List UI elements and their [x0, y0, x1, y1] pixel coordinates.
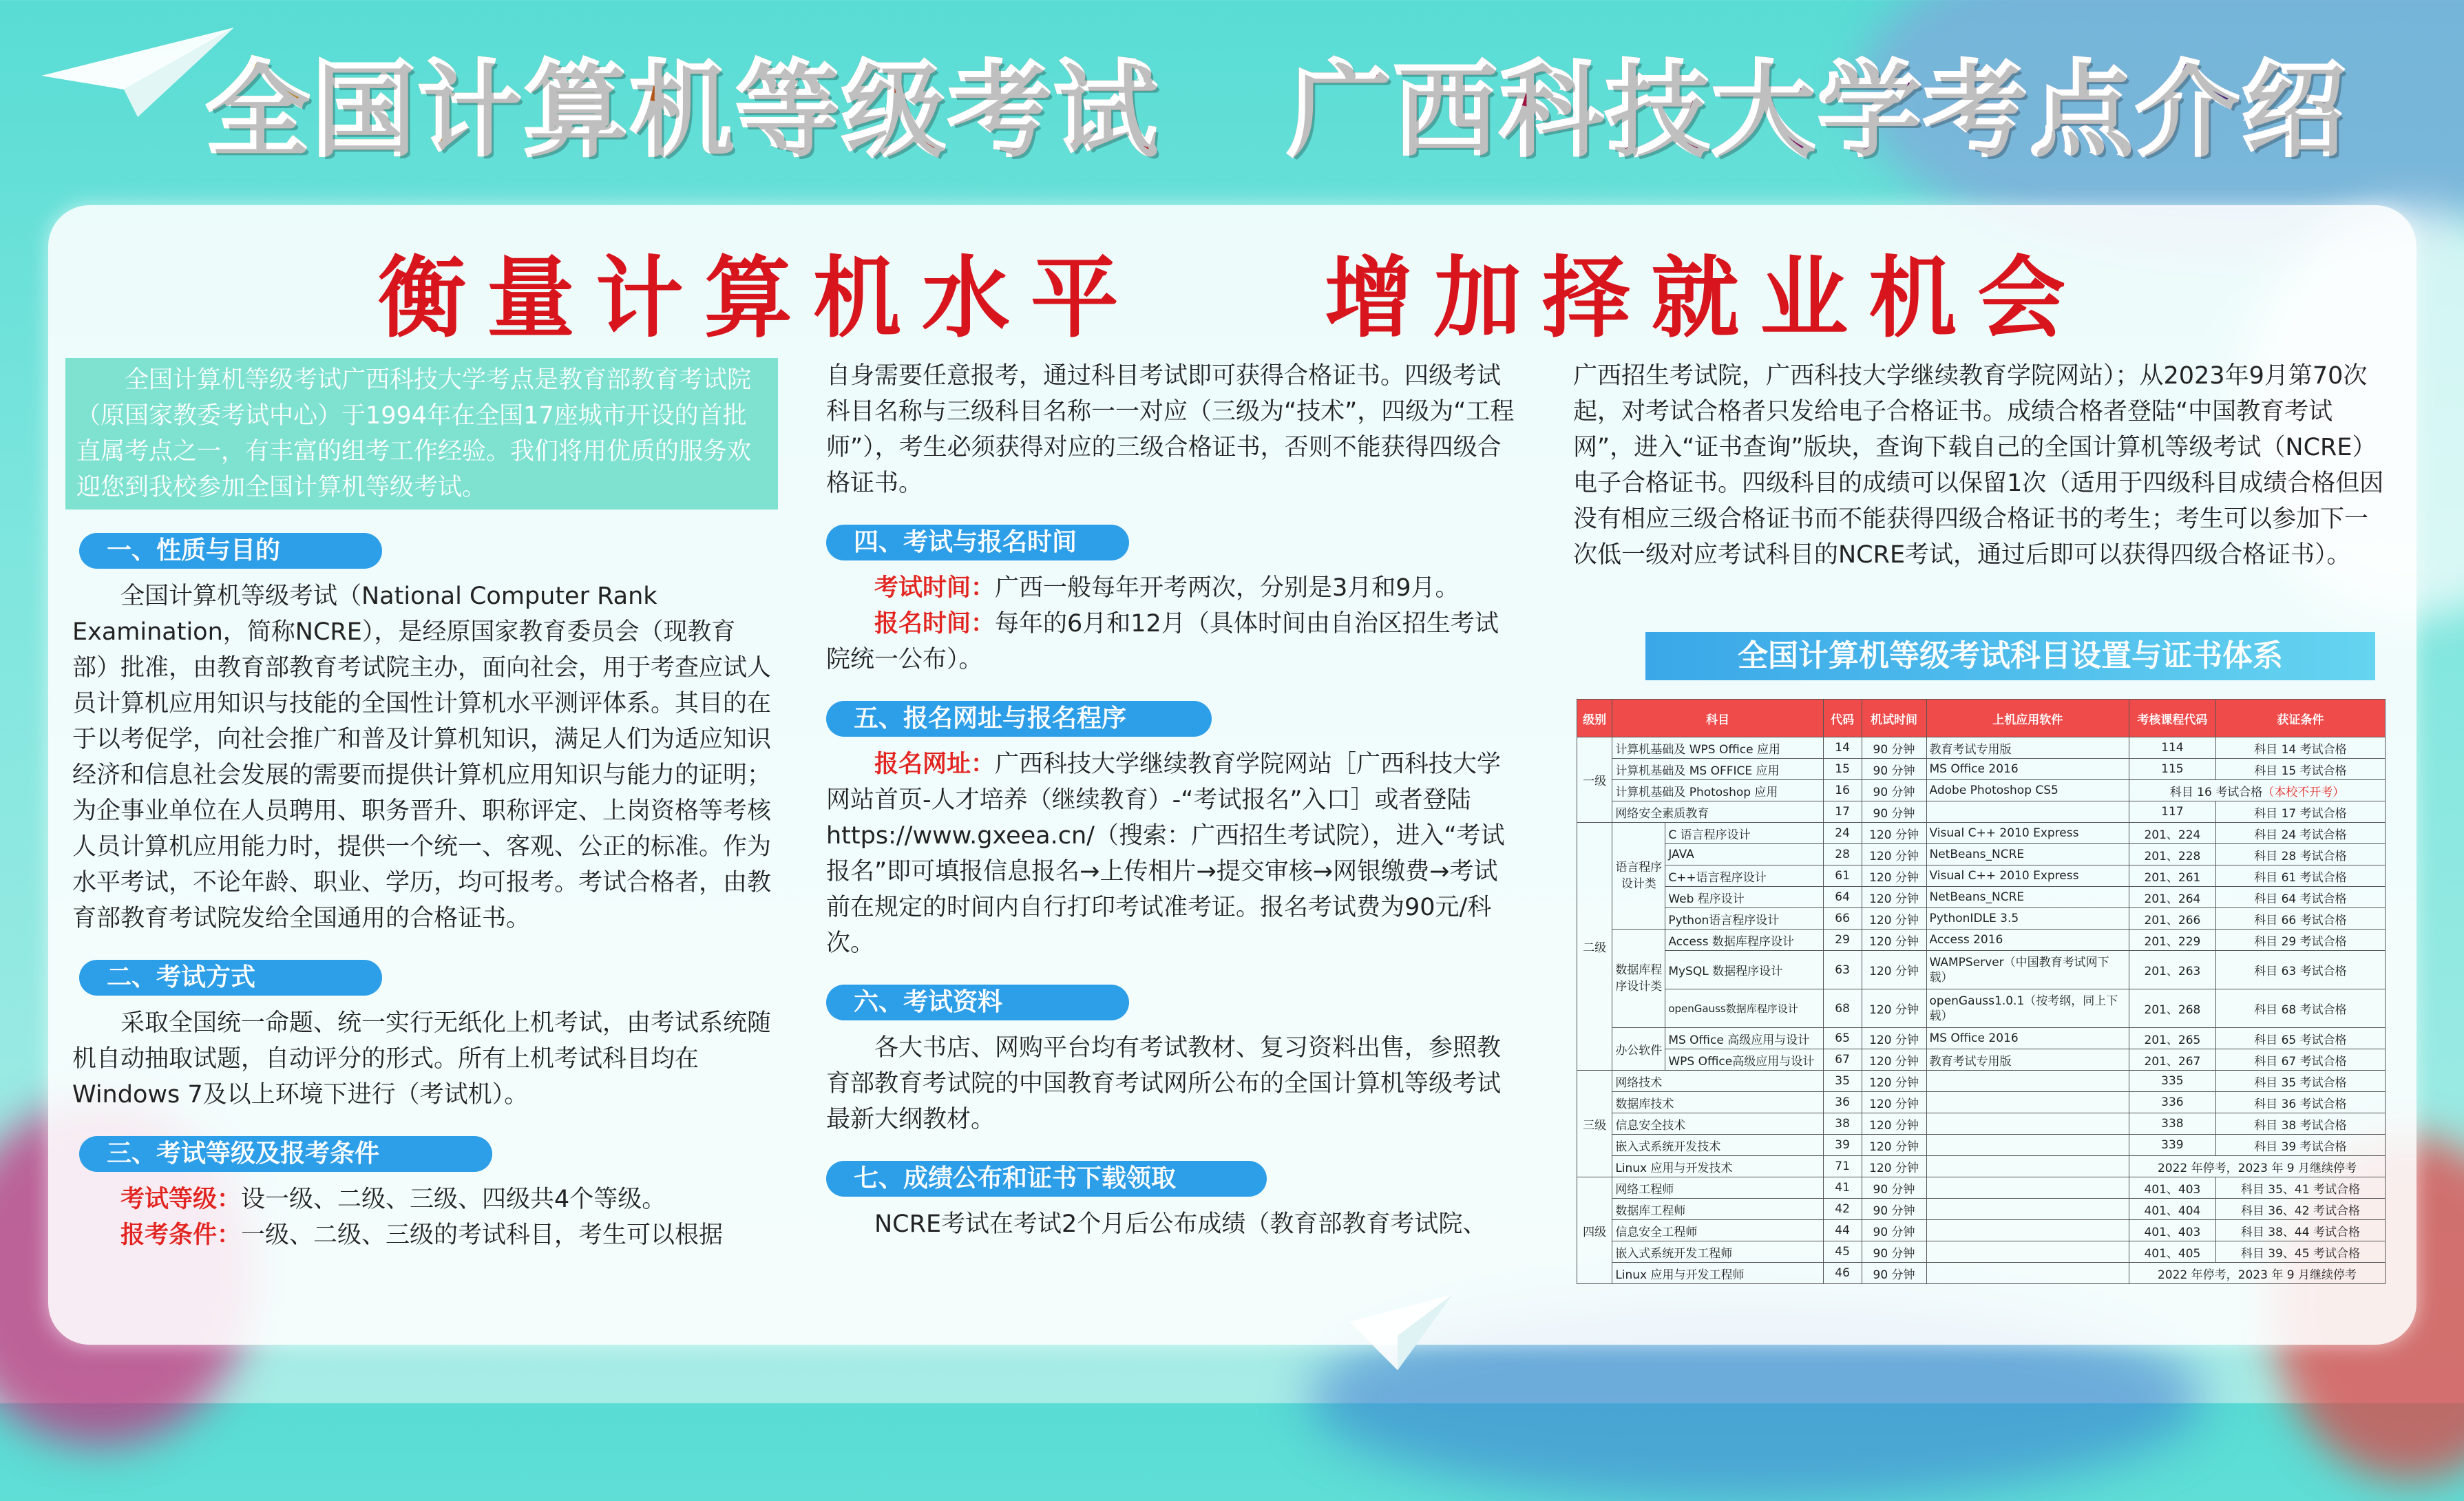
time-cell: 90 分钟 [1862, 737, 1926, 759]
software-cell: Visual C++ 2010 Express [1926, 865, 2129, 887]
level-cell-4: 四级 [1577, 1177, 1612, 1284]
table-row [1577, 1113, 2386, 1135]
certificate-table [1577, 699, 2386, 1284]
software-cell [1926, 1199, 2129, 1220]
header-software: 上机应用软件 [1926, 700, 2129, 737]
condition-cell: 科目 35 考试合格 [2215, 1071, 2385, 1092]
software-cell [1926, 1241, 2129, 1263]
section-heading-1: 一、性质与目的 [79, 533, 382, 569]
condition-cell: 科目 38 考试合格 [2215, 1113, 2385, 1135]
section-3-continued: 自身需要任意报考，通过科目考试即可获得合格证书。四级考试科目名称与三级科目名称一一对应（三级为“技术”，四级为“工程师”），考生必须获得对应的三级合格证书，否则不能获得四级合格证书。 [826, 362, 1515, 497]
registration-time-label: 报名时间： [874, 610, 996, 638]
code-cell: 28 [1823, 844, 1862, 865]
course-code-cell: 201、268 [2129, 989, 2215, 1028]
group-cell-language: 语言程序设计类 [1612, 823, 1665, 930]
condition-cell: 科目 63 考试合格 [2215, 951, 2385, 989]
header-condition: 获证条件 [2215, 700, 2385, 737]
course-code-cell: 201、261 [2129, 865, 2215, 887]
section-heading-7: 七、成绩公布和证书下载领取 [826, 1161, 1267, 1197]
software-cell: NetBeans_NCRE [1926, 887, 2129, 908]
course-code-cell: 201、266 [2129, 908, 2215, 930]
registration-url-label: 报名网址： [874, 750, 996, 778]
code-cell: 24 [1823, 823, 1862, 844]
table-row [1577, 737, 2386, 759]
group-cell-office: 办公软件 [1612, 1028, 1665, 1071]
section-1-body: 全国计算机等级考试（National Computer Rank Examination，简称NCRE），是经原国家教育委员会（现教育部）批准，由教育部教育考试院主办，面向社会，用于考查应试人员计算机应用知识与技能的全国性计算机水平测评体系。其目的在于以考促学，向社会推广和普及计算机知识，满足人们为适应知识经济和信息社会发展的需要而提供计算机应用知识与能力的证明；为企事业单位在人员聘用、职务晋升、职称评定、上岗资格等考核人员计算机应用能力时，提供一个统一、客观、公正的标准。作为水平考试，不论年龄、职业、学历，均可报考。考试合格者，由教育部教育考试院发给全国通用的合格证书。 [72, 582, 772, 932]
table-row [1577, 1220, 2386, 1241]
section-heading-4: 四、考试与报名时间 [826, 525, 1129, 560]
code-cell: 39 [1823, 1135, 1862, 1156]
table-row [1577, 989, 2386, 1028]
code-cell: 66 [1823, 908, 1862, 930]
condition-cell: 科目 28 考试合格 [2215, 844, 2385, 865]
materials-text: 各大书店、网购平台均有考试教材、复习资料出售，参照教育部教育考试院的中国教育考试网所公布的全国计算机等级考试最新大纲教材。 [826, 1034, 1502, 1133]
table-row [1577, 1177, 2386, 1199]
time-cell: 120 分钟 [1862, 823, 1926, 844]
condition-cell: 科目 17 考试合格 [2215, 801, 2385, 823]
section-heading-2: 二、考试方式 [79, 960, 382, 996]
course-code-cell: 201、265 [2129, 1028, 2215, 1049]
table-row [1577, 865, 2386, 887]
table-row [1577, 1135, 2386, 1156]
course-code-cell: 114 [2129, 737, 2215, 759]
code-cell: 15 [1823, 759, 1862, 780]
code-cell: 63 [1823, 951, 1862, 989]
not-offered-note: （本校不开考） [2262, 785, 2345, 799]
subject-cell: MySQL 数据程序设计 [1665, 951, 1823, 989]
section-heading-5: 五、报名网址与报名程序 [826, 701, 1212, 737]
table-row [1577, 951, 2386, 989]
condition-cell: 科目 67 考试合格 [2215, 1049, 2385, 1071]
table-row [1577, 780, 2386, 801]
header-time: 机试时间 [1862, 700, 1926, 737]
code-cell: 38 [1823, 1113, 1862, 1135]
code-cell: 35 [1823, 1071, 1862, 1092]
section-2-body: 采取全国统一命题、统一实行无纸化上机考试，由考试系统随机自动抽取试题，自动评分的形式。所有上机考试科目均在Windows 7及以上环境下进行（考试机）。 [72, 1009, 772, 1109]
column-1 [65, 358, 778, 1253]
subject-cell: C 语言程序设计 [1665, 823, 1823, 844]
subject-cell: Python语言程序设计 [1665, 908, 1823, 930]
condition-cell: 科目 15 考试合格 [2215, 759, 2385, 780]
table-row [1577, 801, 2386, 823]
subject-cell: WPS Office高级应用与设计 [1665, 1049, 1823, 1071]
condition-cell: 科目 68 考试合格 [2215, 989, 2385, 1028]
course-code-cell: 339 [2129, 1135, 2215, 1156]
time-cell: 90 分钟 [1862, 1241, 1926, 1263]
time-cell: 90 分钟 [1862, 801, 1926, 823]
level-cell-2: 二级 [1577, 823, 1612, 1071]
software-cell: PythonIDLE 3.5 [1926, 908, 2129, 930]
condition-text: 科目 16 考试合格 [2169, 785, 2263, 799]
course-code-cell: 201、229 [2129, 930, 2215, 951]
software-cell: NetBeans_NCRE [1926, 844, 2129, 865]
table-row [1577, 1092, 2386, 1113]
subject-cell: 信息安全技术 [1612, 1113, 1823, 1135]
time-cell: 120 分钟 [1862, 844, 1926, 865]
course-code-cell: 401、403 [2129, 1220, 2215, 1241]
course-code-cell: 336 [2129, 1092, 2215, 1113]
subject-cell: 数据库技术 [1612, 1092, 1823, 1113]
time-cell: 90 分钟 [1862, 1220, 1926, 1241]
code-cell: 44 [1823, 1220, 1862, 1241]
slogan-right: 增加择就业机会 [1325, 246, 2087, 350]
time-cell: 90 分钟 [1862, 780, 1926, 801]
course-code-cell: 201、263 [2129, 951, 2215, 989]
table-row [1577, 1071, 2386, 1092]
condition-cell: 科目 61 考试合格 [2215, 865, 2385, 887]
registration-time [826, 606, 1515, 678]
subject-cell: Linux 应用与开发工程师 [1612, 1263, 1823, 1284]
code-cell: 16 [1823, 780, 1862, 801]
code-cell: 17 [1823, 801, 1862, 823]
level-cell-1: 一级 [1577, 737, 1612, 823]
time-cell: 120 分钟 [1862, 1113, 1926, 1135]
intro-text: 全国计算机等级考试广西科技大学考点是教育部教育考试院（原国家教委考试中心）于1994年在全国17座城市开设的首批直属考点之一，有丰富的组考工作经验。我们将用优质的服务欢迎您到我校参加全国计算机等级考试。 [76, 366, 752, 501]
course-code-cell: 338 [2129, 1113, 2215, 1135]
subject-cell: Linux 应用与开发技术 [1612, 1156, 1823, 1177]
subject-cell: Access 数据库程序设计 [1665, 930, 1823, 951]
course-code-cell: 201、264 [2129, 887, 2215, 908]
software-cell: Access 2016 [1926, 930, 2129, 951]
subject-cell: 网络技术 [1612, 1071, 1823, 1092]
group-cell-database: 数据库程序设计类 [1612, 930, 1665, 1028]
registration-url-text: 广西科技大学继续教育学院网站［广西科技大学网站首页-人才培养（继续教育）-“考试报名”入口］或者登陆https://www.gxeea.cn/（搜索：广西招生考试院），进入“考试报名”即可填报信息报名→上传相片→提交审核→网银缴费→考试前在规定的时间内自行打印考试准考证。报名考试费为90元/科次。 [826, 750, 1505, 957]
registration-url [826, 746, 1515, 961]
table-row [1577, 1199, 2386, 1220]
table-row [1577, 1241, 2386, 1263]
code-cell: 14 [1823, 737, 1862, 759]
software-cell: MS Office 2016 [1926, 759, 2129, 780]
condition-cell [2129, 780, 2385, 801]
intro-box [65, 358, 778, 510]
time-cell: 120 分钟 [1862, 930, 1926, 951]
course-code-cell: 401、404 [2129, 1199, 2215, 1220]
column-3 [1573, 358, 2386, 573]
course-code-cell: 201、267 [2129, 1049, 2215, 1071]
time-cell: 120 分钟 [1862, 1156, 1926, 1177]
software-cell: 教育考试专用版 [1926, 1049, 2129, 1071]
table-row [1577, 759, 2386, 780]
registration-time-text: 每年的6月和12月（具体时间由自治区招生考试院统一公布）。 [826, 610, 1499, 673]
code-cell: 29 [1823, 930, 1862, 951]
subject-cell: openGauss数据库程序设计 [1665, 989, 1823, 1028]
slogan-left: 衡量计算机水平 [377, 246, 1139, 350]
code-cell: 41 [1823, 1177, 1862, 1199]
exam-level-label: 考试等级： [120, 1186, 242, 1213]
level-cell-3: 三级 [1577, 1071, 1612, 1177]
time-cell: 120 分钟 [1862, 887, 1926, 908]
condition-text: 一级、二级、三级的考试科目，考生可以根据 [241, 1221, 724, 1249]
condition-cell: 科目 29 考试合格 [2215, 930, 2385, 951]
software-cell: MS Office 2016 [1926, 1028, 2129, 1049]
software-cell [1926, 1135, 2129, 1156]
page-title [207, 41, 2349, 179]
condition-cell: 科目 35、41 考试合格 [2215, 1177, 2385, 1199]
condition-cell: 科目 39、45 考试合格 [2215, 1241, 2385, 1263]
exam-time-text: 广西一般每年开考两次，分别是3月和9月。 [995, 574, 1460, 602]
section-heading-6: 六、考试资料 [826, 985, 1129, 1020]
software-cell: 教育考试专用版 [1926, 737, 2129, 759]
table-row [1577, 1156, 2386, 1177]
software-cell [1926, 1092, 2129, 1113]
condition-cell: 科目 38、44 考试合格 [2215, 1220, 2385, 1241]
code-cell: 46 [1823, 1263, 1862, 1284]
software-cell [1926, 801, 2129, 823]
table-row [1577, 1049, 2386, 1071]
time-cell: 120 分钟 [1862, 908, 1926, 930]
course-code-cell: 335 [2129, 1071, 2215, 1092]
software-cell [1926, 1177, 2129, 1199]
code-cell: 67 [1823, 1049, 1862, 1071]
course-code-cell: 401、403 [2129, 1177, 2215, 1199]
condition-cell: 科目 14 考试合格 [2215, 737, 2385, 759]
paper-plane-icon [1349, 1294, 1453, 1370]
subject-cell: C++语言程序设计 [1665, 865, 1823, 887]
condition-cell: 科目 39 考试合格 [2215, 1135, 2385, 1156]
time-cell: 120 分钟 [1862, 1071, 1926, 1092]
subject-cell: 网络安全素质教育 [1612, 801, 1823, 823]
table-title: 全国计算机等级考试科目设置与证书体系 [1645, 632, 2375, 680]
table-row [1577, 1028, 2386, 1049]
time-cell: 120 分钟 [1862, 951, 1926, 989]
subject-cell: MS Office 高级应用与设计 [1665, 1028, 1823, 1049]
table-header-row [1577, 700, 2386, 737]
section-heading-3: 三、考试等级及报考条件 [79, 1136, 492, 1172]
code-cell: 64 [1823, 887, 1862, 908]
software-cell [1926, 1156, 2129, 1177]
code-cell: 36 [1823, 1092, 1862, 1113]
time-cell: 120 分钟 [1862, 1135, 1926, 1156]
table-row [1577, 887, 2386, 908]
slogan [0, 227, 2464, 354]
course-code-cell: 401、405 [2129, 1241, 2215, 1263]
time-cell: 120 分钟 [1862, 865, 1926, 887]
software-cell: WAMPServer（中国教育考试网下载） [1926, 951, 2129, 989]
table-row [1577, 844, 2386, 865]
software-cell [1926, 1220, 2129, 1241]
time-cell: 120 分钟 [1862, 989, 1926, 1028]
software-cell: Visual C++ 2010 Express [1926, 823, 2129, 844]
results-text-start: NCRE考试在考试2个月后公布成绩（教育部教育考试院、 [874, 1210, 1487, 1238]
code-cell: 45 [1823, 1241, 1862, 1263]
header-code: 代码 [1823, 700, 1862, 737]
course-code-cell: 201、224 [2129, 823, 2215, 844]
condition-cell: 科目 36 考试合格 [2215, 1092, 2385, 1113]
table-row [1577, 1263, 2386, 1284]
course-code-cell: 201、228 [2129, 844, 2215, 865]
time-cell: 90 分钟 [1862, 1199, 1926, 1220]
table-row [1577, 930, 2386, 951]
subject-cell: Web 程序设计 [1665, 887, 1823, 908]
subject-cell: 计算机基础及 WPS Office 应用 [1612, 737, 1823, 759]
suspended-cell: 2022 年停考，2023 年 9 月继续停考 [2129, 1263, 2385, 1284]
code-cell: 65 [1823, 1028, 1862, 1049]
time-cell: 120 分钟 [1862, 1049, 1926, 1071]
time-cell: 90 分钟 [1862, 1263, 1926, 1284]
condition-cell: 科目 24 考试合格 [2215, 823, 2385, 844]
code-cell: 42 [1823, 1199, 1862, 1220]
header-subject: 科目 [1612, 700, 1823, 737]
table-row [1577, 823, 2386, 844]
subject-cell: 嵌入式系统开发技术 [1612, 1135, 1823, 1156]
header-course-code: 考核课程代码 [2129, 700, 2215, 737]
paper-plane-icon [41, 28, 234, 124]
course-code-cell: 117 [2129, 801, 2215, 823]
section-3-condition [65, 1217, 778, 1253]
section-3-level [65, 1182, 778, 1217]
suspended-cell: 2022 年停考，2023 年 9 月继续停考 [2129, 1156, 2385, 1177]
condition-cell: 科目 64 考试合格 [2215, 887, 2385, 908]
exam-time [826, 570, 1515, 606]
condition-label: 报考条件： [120, 1221, 242, 1249]
exam-time-label: 考试时间： [874, 574, 996, 602]
software-cell: openGauss1.0.1（按考纲，同上下载） [1926, 989, 2129, 1028]
table-row [1577, 908, 2386, 930]
results-text-continued: 广西招生考试院，广西科技大学继续教育学院网站）；从2023年9月第70次起，对考试合格者只发给电子合格证书。成绩合格者登陆“中国教育考试网”，进入“证书查询”版块，查询下载自己的全国计算机等级考试（NCRE）电子合格证书。四级科目的成绩可以保留1次（适用于四级科目成绩合格但因没有相应三级合格证书而不能获得四级合格证书的考生；考生可以参加下一次低一级对应考试科目的NCRE考试，通过后即可以获得四级合格证书）。 [1573, 362, 2384, 569]
code-cell: 61 [1823, 865, 1862, 887]
software-cell: Adobe Photoshop CS5 [1926, 780, 2129, 801]
header-level: 级别 [1577, 700, 1612, 737]
subject-cell: JAVA [1665, 844, 1823, 865]
course-code-cell: 115 [2129, 759, 2215, 780]
time-cell: 90 分钟 [1862, 1177, 1926, 1199]
exam-level-text: 设一级、二级、三级、四级共4个等级。 [241, 1186, 666, 1213]
condition-cell: 科目 66 考试合格 [2215, 908, 2385, 930]
condition-cell: 科目 36、42 考试合格 [2215, 1199, 2385, 1220]
software-cell [1926, 1071, 2129, 1092]
code-cell: 71 [1823, 1156, 1862, 1177]
column-2 [826, 358, 1515, 1242]
time-cell: 120 分钟 [1862, 1028, 1926, 1049]
title-part-2: 广西科技大学考点介绍 [1288, 51, 2349, 169]
title-part-1: 全国计算机等级考试 [207, 51, 1161, 169]
software-cell [1926, 1113, 2129, 1135]
subject-cell: 计算机基础及 Photoshop 应用 [1612, 780, 1823, 801]
code-cell: 68 [1823, 989, 1862, 1028]
time-cell: 120 分钟 [1862, 1092, 1926, 1113]
subject-cell: 计算机基础及 MS OFFICE 应用 [1612, 759, 1823, 780]
software-cell [1926, 1263, 2129, 1284]
subject-cell: 信息安全工程师 [1612, 1220, 1823, 1241]
subject-cell: 网络工程师 [1612, 1177, 1823, 1199]
subject-cell: 数据库工程师 [1612, 1199, 1823, 1220]
condition-cell: 科目 65 考试合格 [2215, 1028, 2385, 1049]
time-cell: 90 分钟 [1862, 759, 1926, 780]
subject-cell: 嵌入式系统开发工程师 [1612, 1241, 1823, 1263]
